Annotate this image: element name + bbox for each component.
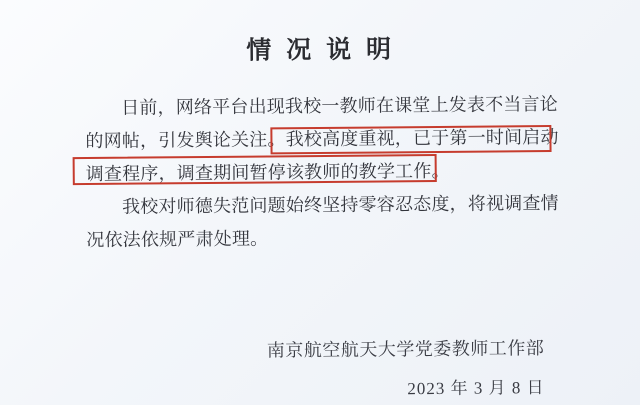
body-line: 我校对师德失范问题始终坚持零容忍态度，将视调查情 [121, 192, 559, 217]
signature-department: 南京航空航天大学党委教师工作部 [266, 338, 545, 361]
body-line: 况依法依规严肃处理。 [86, 228, 269, 251]
body-line: 的网帖，引发舆论关注。我校高度重视，已于第一时间启动 [85, 126, 559, 152]
document-date: 2023 年 3 月 8 日 [407, 378, 545, 399]
body-line: 日前，网络平台出现我校一教师在课堂上发表不当言论 [121, 93, 559, 118]
body-line: 调查程序，调查期间暂停该教师的教学工作。 [85, 160, 450, 185]
page-title: 情 况 说 明 [246, 35, 396, 65]
highlight-annotation-box-1 [270, 125, 551, 154]
highlight-annotation-box-2 [73, 154, 437, 185]
